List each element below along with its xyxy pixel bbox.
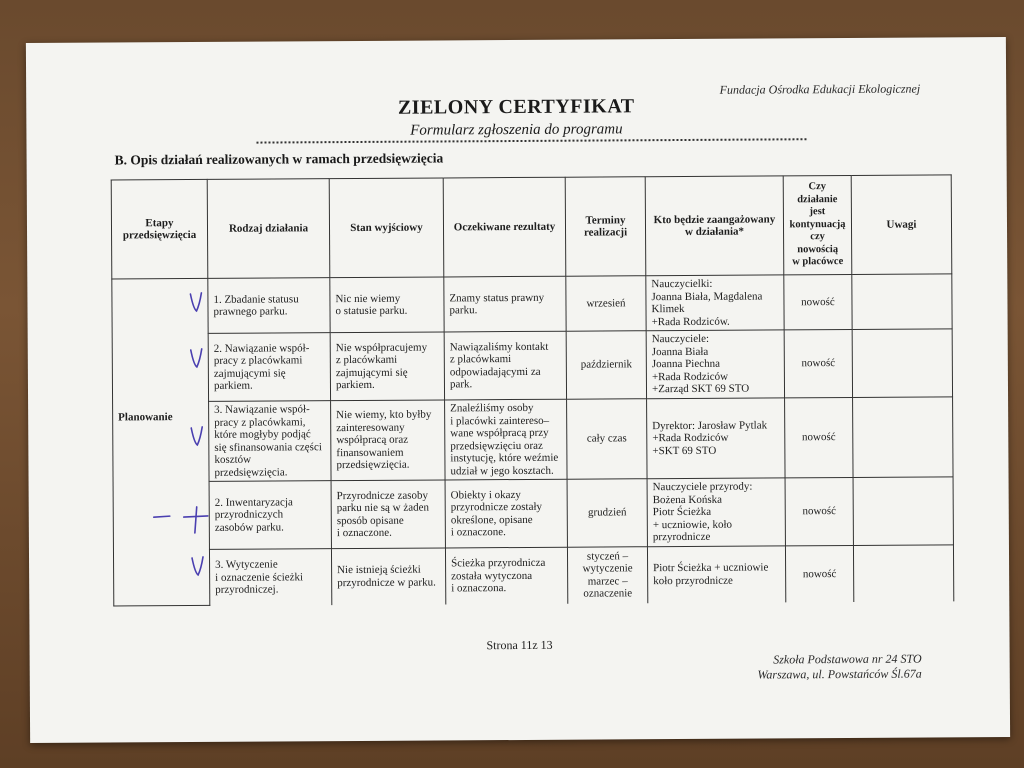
column-header: Rodzaj działania (207, 179, 330, 279)
novelty-cell: nowość (785, 397, 853, 477)
actions-table (111, 174, 955, 606)
table-row (113, 397, 953, 482)
checkmark-icon (187, 347, 207, 369)
notes-cell (853, 477, 953, 546)
initial-state-cell: Przyrodnicze zasoby parku nie są w żaden sposób opisane i oznaczone. (331, 480, 445, 549)
participants-cell: Nauczyciele: Joanna Biała Joanna Piechna +Rada Rodziców +Zarząd SKT 69 STO (646, 330, 784, 399)
novelty-cell: nowość (785, 477, 853, 545)
participants-cell: Nauczycielki: Joanna Biała, Magdalena Klimek +Rada Rodziców. (646, 275, 784, 331)
checkmark-icon (187, 425, 207, 447)
paper-sheet (26, 37, 1010, 743)
expected-result-cell: Obiekty i okazy przyrodnicze zostały określone, opisane i oznaczone. (445, 479, 567, 548)
table-row (113, 477, 953, 550)
table-header-row (111, 175, 952, 279)
stage-cell (112, 278, 210, 606)
deadline-cell: grudzień (567, 479, 647, 547)
column-header: Terminy realizacji (565, 177, 646, 276)
initial-state-cell: Nie współpracujemy z placówkami zajmującymi się parkiem. (330, 332, 444, 401)
initial-state-cell: Nie wiemy, kto byłby zainteresowany współpracą oraz finansowaniem przedsięwzięcia. (331, 400, 445, 481)
column-header: Etapy przedsięwzięcia (111, 179, 208, 279)
notes-cell (853, 397, 953, 478)
column-header: Uwagi (851, 175, 952, 275)
participants-cell: Piotr Ścieżka + uczniowie koło przyrodnicze (647, 546, 785, 603)
table-row (112, 274, 952, 334)
initial-state-cell: Nie istnieją ścieżki przyrodnicze w parku. (331, 548, 445, 605)
column-header: Oczekiwane rezultaty (443, 177, 566, 277)
notes-cell (852, 329, 952, 398)
deadline-cell: wrzesień (566, 276, 646, 331)
participants-cell: Nauczyciele przyrody: Bożena Końska Piotr Ścieżka + uczniowie, koło przyrodnicze (647, 478, 785, 547)
participants-cell: Dyrektor: Jarosław Pytlak +Rada Rodziców +SKT 69 STO (647, 398, 785, 479)
column-header: Czy działanie jest kontynuacją czy nowością w placówce (783, 175, 852, 274)
initial-state-cell: Nic nie wiemy o statusie parku. (330, 277, 444, 333)
action-cell: 1. Zbadanie statusu prawnego parku. (208, 278, 330, 334)
organization-name: Fundacja Ośrodka Edukacji Ekologicznej (719, 81, 921, 97)
expected-result-cell: Znaleźliśmy osoby i placówki zaintereso– wane współpracą przy przedsięwzięciu oraz instytucję, które weźmie udział w jego kosztach. (445, 399, 567, 480)
notes-cell (852, 274, 952, 330)
page-number: Strona 11z 13 (486, 637, 553, 653)
action-cell: 2. Nawiązanie współ- pracy z placówkami zajmującymi się parkiem. (208, 333, 330, 402)
expected-result-cell: Ścieżka przyrodnicza została wytyczona i oznaczona. (445, 547, 567, 604)
school-address (757, 652, 921, 683)
column-header: Stan wyjściowy (329, 178, 444, 278)
novelty-cell: nowość (784, 274, 852, 329)
checkmark-icon (188, 555, 208, 577)
deadline-cell: październik (566, 331, 646, 399)
checkmark-icon (186, 291, 206, 313)
minus-plus-mark-icon (152, 505, 212, 535)
table-row (112, 329, 952, 402)
stage-label: Planowanie (118, 410, 173, 424)
novelty-cell: nowość (784, 329, 852, 397)
school-name: Szkoła Podstawowa nr 24 STO (773, 651, 922, 667)
notes-cell (853, 545, 953, 602)
document-title: ZIELONY CERTYFIKAT (397, 95, 635, 119)
deadline-cell: cały czas (567, 399, 647, 479)
action-cell: 3. Nawiązanie współ- pracy z placówkami, które mogłyby podjąć się sfinansowania części kosztów przedsięwzięcia. (209, 401, 331, 482)
table-row (113, 545, 953, 606)
expected-result-cell: Znamy status prawny parku. (444, 276, 566, 332)
column-header: Kto będzie zaangażowany w działania* (645, 176, 784, 276)
document-subtitle: Formularz zgłoszenia do programu (410, 121, 623, 139)
action-cell: 3. Wytyczenie i oznaczenie ścieżki przyrodniczej. (209, 549, 331, 606)
action-cell: 2. Inwentaryzacja przyrodniczych zasobów parku. (209, 481, 331, 550)
school-street: Warszawa, ul. Powstańców Śl.67a (757, 666, 922, 682)
section-heading: B. Opis działań realizowanych w ramach przedsięwzięcia (114, 150, 444, 168)
deadline-cell: styczeń – wytyczenie marzec – oznaczenie (567, 547, 647, 603)
expected-result-cell: Nawiązaliśmy kontakt z placówkami odpowiadającymi za park. (444, 331, 566, 400)
novelty-cell: nowość (785, 545, 853, 601)
